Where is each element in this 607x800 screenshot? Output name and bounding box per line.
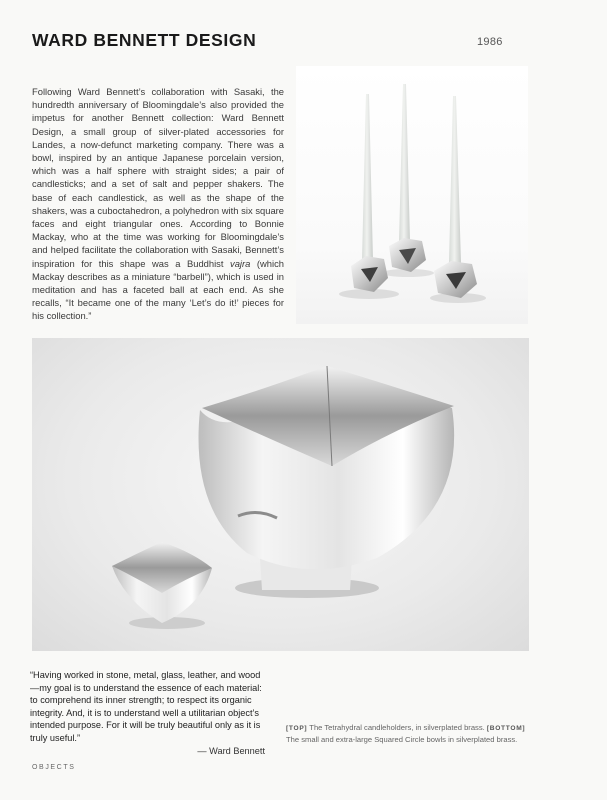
pull-quote	[30, 669, 265, 757]
caption-top-text: The Tetrahydral candleholders, in silverplated brass.	[307, 723, 487, 732]
page-title: WARD BENNETT DESIGN	[32, 30, 257, 50]
caption-top-tag: [TOP]	[286, 725, 308, 732]
caption-bottom-tag: [BOTTOM]	[486, 725, 526, 732]
caption-bottom-text: The small and extra-large Squared Circle bowls in silverplated brass.	[286, 734, 518, 744]
page-year: 1986	[477, 36, 503, 48]
photo-caption	[286, 723, 531, 746]
quote-attribution: — Ward Bennett	[197, 745, 265, 756]
body-text-part-1: Following Ward Bennett’s collaboration with Sasaki, the hundredth anniversary of Bloomingdale’s also provided the impetus for another Bennett collection: Ward Bennett Design, a small group of silver-plated accessories for Landes, a now-defunct marketing company. There was a bowl, inspired by an antique Japanese porcelain version, which was a half sphere with straight sides; a pair of candlesticks; and a set of salt and pepper shakers. The base of each candlestick, as well as the shape of the shakers, was a cuboctahedron, a polyhedron with six square faces and eight triangular ones. According to Bonnie Mackay, who at the time was working for Bloomingdale’s and helped facilitate the collaboration with Sasaki, Bennett’s inspiration for this shape was a Buddhist	[32, 86, 284, 269]
bowls-photo	[32, 338, 529, 651]
body-paragraph	[32, 85, 284, 323]
quote-text: “Having worked in stone, metal, glass, leather, and wood—my goal is to understand the essence of each material: to comprehend its inner strength; to respect its organic integrity. And, it is to understand well a utilitarian object’s intended purpose. For it will be truly beautiful only as it is truly useful.”	[30, 670, 262, 743]
candleholders-photo	[296, 66, 528, 324]
body-text-part-2: (which Mackay describes as a miniature “barbell”), which is used in meditation and has a faceted ball at each end. As she recalls, “It became one of the many ‘Let’s do it!’ pieces for his collection.”	[32, 257, 284, 322]
body-text-italic: vajra	[230, 257, 251, 269]
footer-section-label: OBJECTS	[32, 764, 76, 771]
